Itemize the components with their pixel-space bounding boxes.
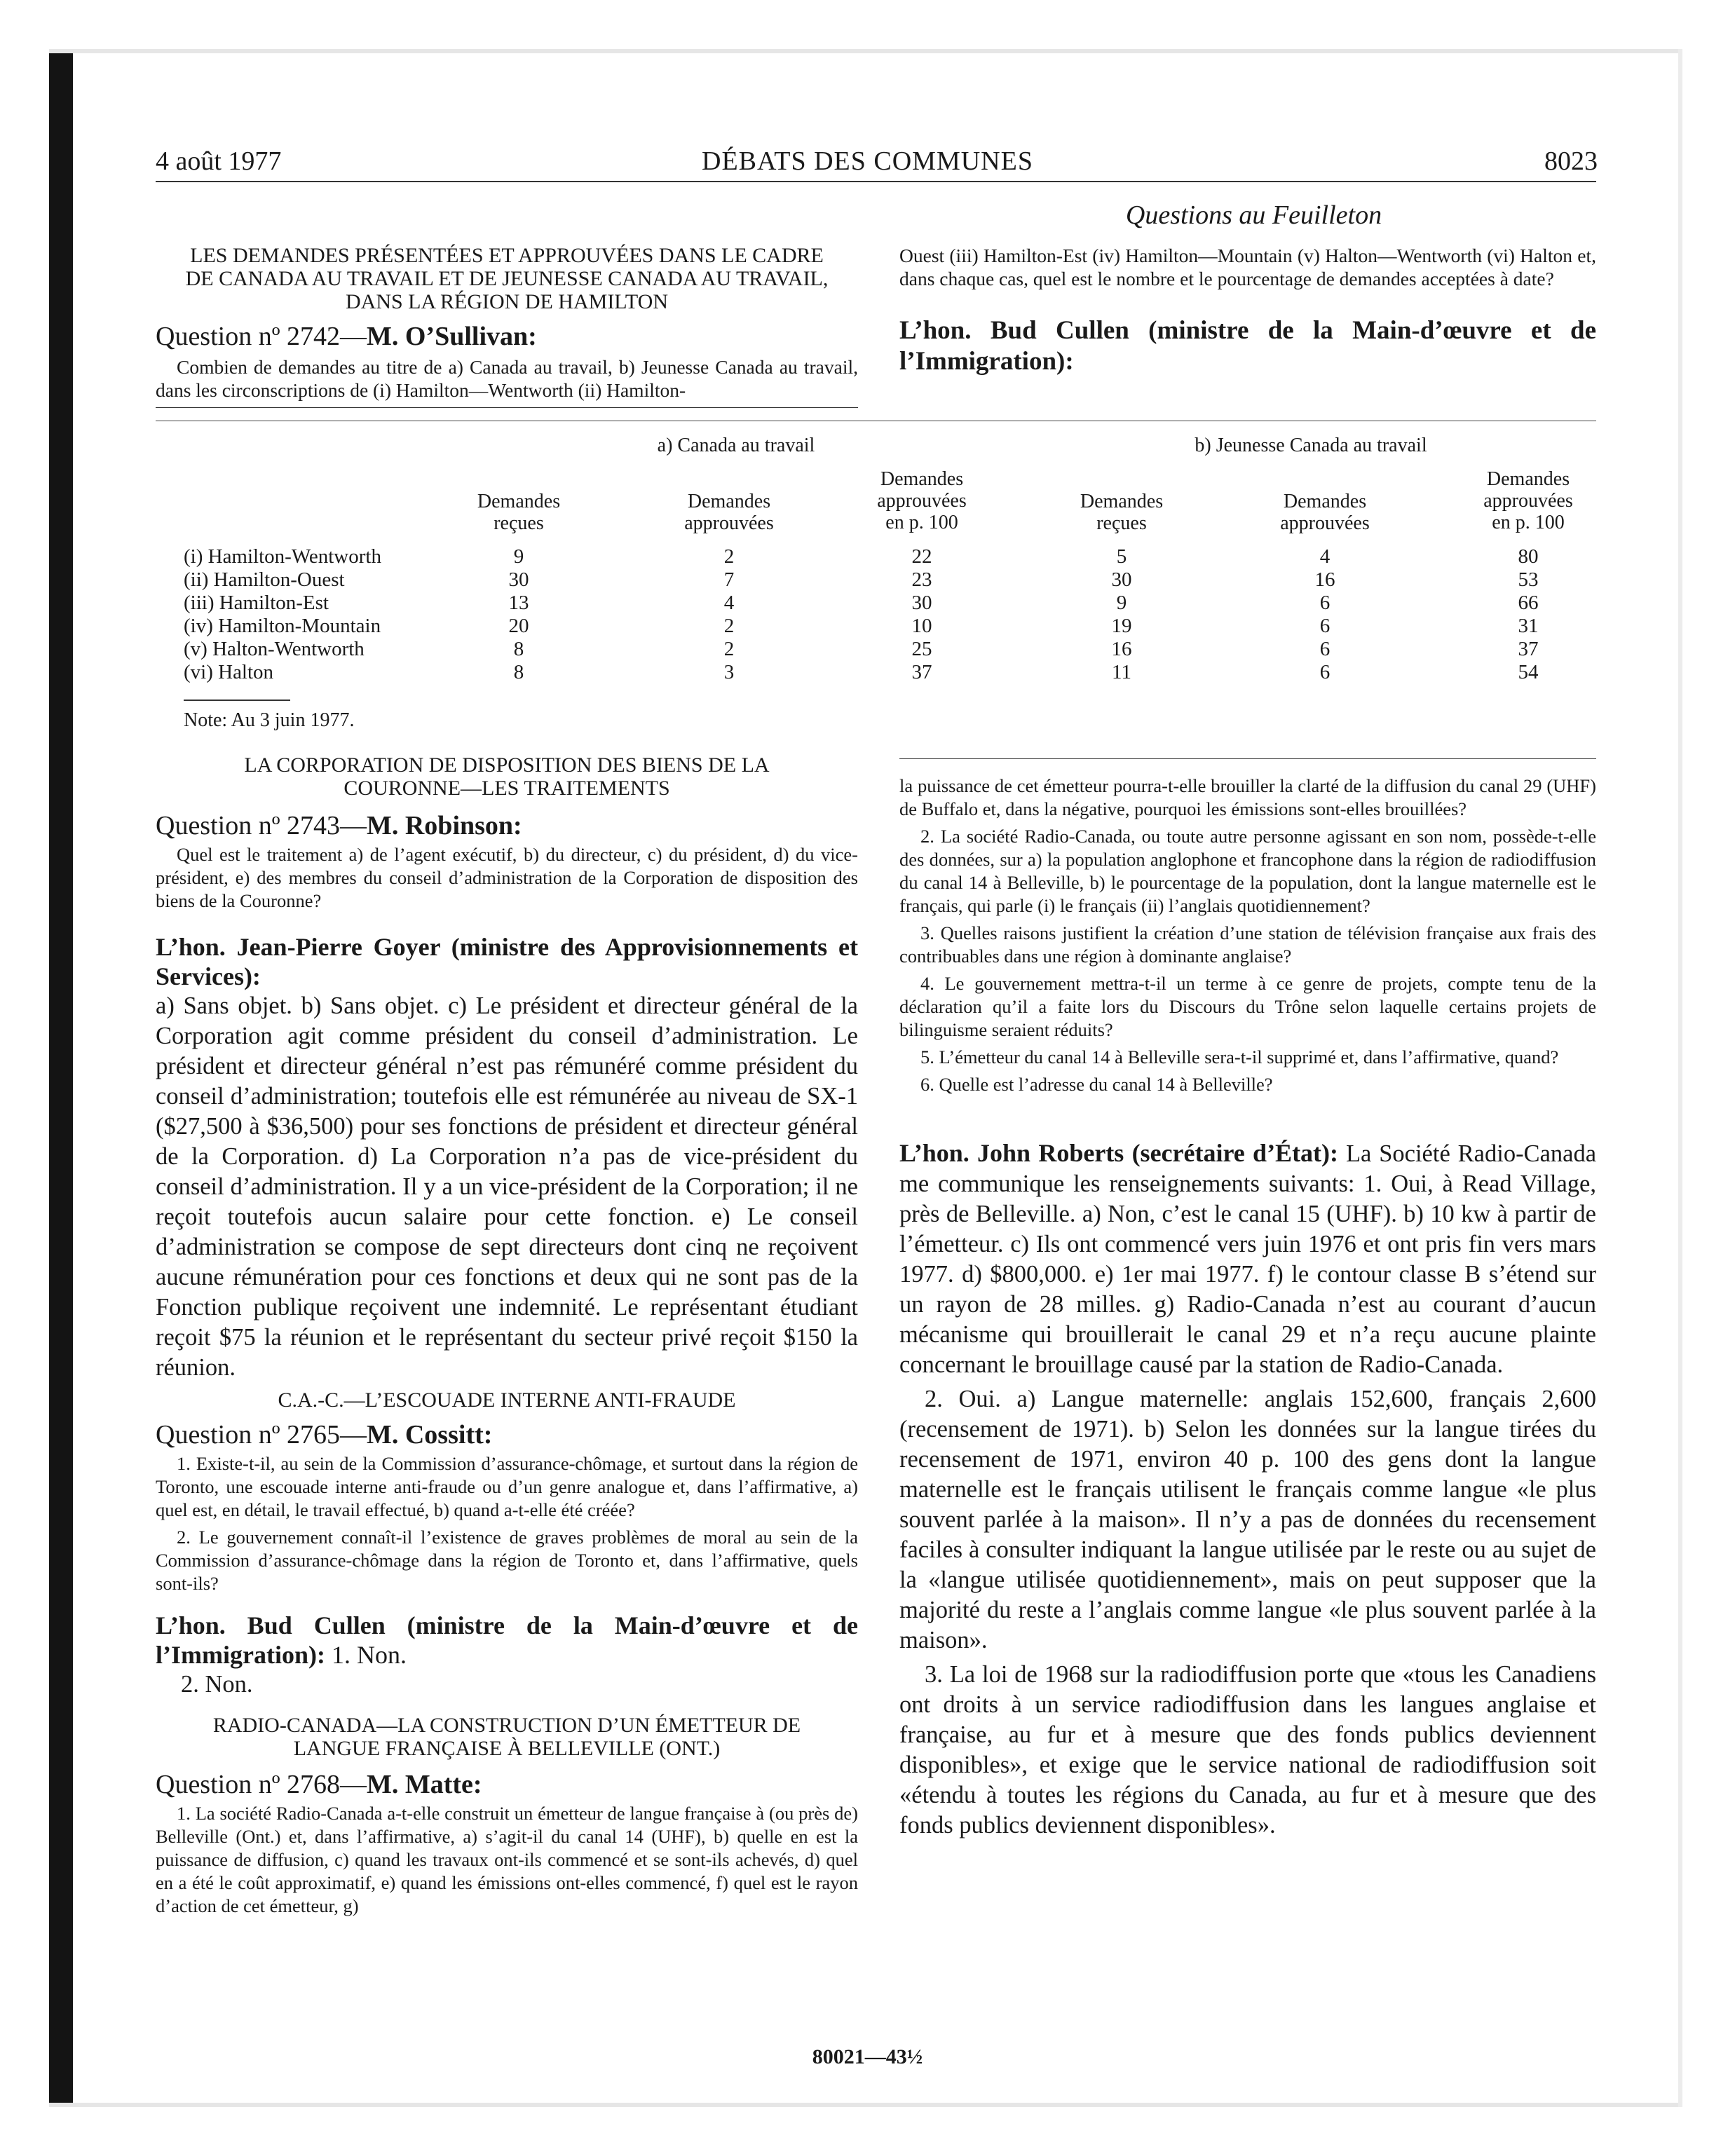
q2768-member: M. Matte: — [367, 1770, 482, 1799]
col-a-pct-l3: en p. 100 — [885, 512, 958, 533]
q2743-answer-speaker: L’hon. Jean-Pierre Goyer (ministre des Approvisionnements et Services): — [156, 933, 858, 990]
q2768-answer1: La Société Radio-Canada me communique les renseignements suivants: 1. Oui, à Read Village, près de Belleville. a) Non, c’est le canal 15 (UHF). b) 10 kw à partir de l’émetteur. c) Ils ont commencé vers juin 1976 et ont pris fin vers mars 1977. d) $800,000. e) 1er mai 1977. f) le contour classe B s’étend sur un rayon de 28 milles. g) Radio-Canada n’est au courant d’aucun mécanisme qui brouillerait le canal 29 et n’a reçu aucune plainte concernant le brouillage causé par la station de Radio-Canada. — [899, 1140, 1597, 1378]
q2765-caption: C.A.-C.—L’ESCOUADE INTERNE ANTI-FRAUDE — [278, 1389, 736, 1412]
left-column — [156, 753, 858, 1918]
q2765-answer2: 2. Non. — [181, 1671, 253, 1698]
q2742-prefix: Question nº 2742— — [156, 322, 367, 351]
table-group-b: b) Jeunesse Canada au travail — [1195, 435, 1427, 456]
q2768-text2: 2. La société Radio-Canada, ou toute autre personne agissant en son nom, possède-t-elle des données, sur a) la population anglophone et francophone dans la région de radiodiffusion du canal 14 à Belleville, b) le pourcentage de la population, dont la langue maternelle est le français, qui parle (i) le français (ii) l’anglais quotidiennement? — [899, 826, 1596, 916]
right-column — [899, 775, 1596, 1841]
cell-a-pct: 30 — [911, 592, 932, 614]
q2743-question — [156, 811, 858, 840]
note-rule — [184, 700, 290, 701]
header-title: DÉBATS DES COMMUNES — [702, 146, 1033, 176]
cell-b-recues: 5 — [1116, 545, 1127, 568]
col-a-approuvees — [659, 491, 799, 534]
header-rule — [156, 181, 1596, 182]
cell-a-approuvees: 7 — [723, 568, 735, 591]
q2768-answer1-para — [899, 1138, 1596, 1380]
q2768-text3: 3. Quelles raisons justifient la création d’une station de télévision française aux frais des contribuables dans une région à dominante anglaise? — [899, 922, 1596, 967]
col-b-recues — [1066, 491, 1178, 534]
col-b-pct-l2: approuvées — [1483, 490, 1573, 512]
cell-b-pct: 37 — [1518, 638, 1539, 660]
cell-a-pct: 22 — [911, 545, 932, 568]
q2768-answer-speaker: L’hon. John Roberts (secrétaire d’État): — [899, 1139, 1339, 1167]
q2768-text1-right: la puissance de cet émetteur pourra-t-elle brouiller la clarté de la diffusion du canal 29 (UHF) de Buffalo et, dans la négative, pourquoi les émissions sont-elles brouillées? — [899, 775, 1596, 819]
q2742-rule — [156, 407, 858, 408]
cell-a-pct: 25 — [911, 638, 932, 660]
cell-a-approuvees: 2 — [723, 638, 735, 660]
table-note: Note: Au 3 juin 1977. — [184, 709, 355, 731]
col-a-appr-l1: Demandes — [687, 491, 771, 512]
cell-a-pct: 23 — [911, 568, 932, 591]
q2742-left — [156, 244, 858, 408]
q2768-text4: 4. Le gouvernement mettra-t-il un terme à ce genre de projets, compte tenu de la déclaration qu’il a faite lors du Discours du Trône selon laquelle certains projets de bilinguisme seraient réduits? — [899, 973, 1596, 1040]
q2742-right — [899, 244, 1596, 377]
q2743-prefix: Question nº 2743— — [156, 811, 367, 840]
cell-b-pct: 66 — [1518, 592, 1539, 614]
cell-a-recues: 30 — [508, 568, 529, 591]
q2742-member: M. O’Sullivan: — [367, 322, 537, 351]
cell-b-approuvees: 16 — [1314, 568, 1335, 591]
cell-a-approuvees: 2 — [723, 615, 735, 637]
q2765-prefix: Question nº 2765— — [156, 1420, 367, 1449]
right-column-rule — [899, 758, 1596, 759]
q2768-answer3: 3. La loi de 1968 sur la radiodiffusion porte que «tous les Canadiens ont droits à un service radiodiffusion dans les langues anglaise et française, au fur et à mesure que des fonds publics deviennent disponibles», et exige que le service national de radiodiffusion soit «étendu à toutes les régions du Canada, au fur et à mesure que des fonds publics deviennent disponibles». — [899, 1661, 1596, 1838]
cell-a-recues: 13 — [508, 592, 529, 614]
row-label: (iii) Hamilton-Est — [184, 592, 329, 614]
col-a-recues-l2: reçues — [494, 512, 544, 534]
footer-code: 80021—43½ — [812, 2045, 923, 2068]
cell-b-pct: 80 — [1518, 545, 1539, 568]
q2765-answer-speaker — [156, 1611, 858, 1670]
q2765-speaker: L’hon. Bud Cullen (ministre de la Main-d’œuvre et de l’Immigration): — [156, 1611, 858, 1669]
cell-b-recues: 16 — [1111, 638, 1132, 660]
col-b-pct-l3: en p. 100 — [1492, 512, 1565, 533]
col-b-pct-l1: Demandes — [1486, 468, 1570, 490]
q2743-answer: a) Sans objet. b) Sans objet. c) Le président et directeur général de la Corporation agit comme président du conseil d’administration. Le président et directeur général n’est pas rémunéré comme président du conseil d’administration; toutefois elle est rémunérée au niveau de SX-1 ($27,500 à $36,500) pour ses fonctions de président et directeur général de la Corporation. d) La Corporation n’a pas de vice-président du conseil d’administration. Il y a un vice-président de la Corporation; il ne reçoit toutefois aucun salaire pour cette fonction. e) Le conseil d’administration se compose de sept directeurs dont cinq ne reçoivent aucune rémunération pour ces fonctions et deux qui ne sont pas de la Fonction publique reçoivent une indemnité. Le représentant étudiant reçoit $75 la réunion et le représentant du secteur privé reçoit $150 la réunion. — [156, 992, 858, 1381]
q2765-text2: 2. Le gouvernement connaît-il l’existence de graves problèmes de moral au sein de la Commission d’assurance-chômage dans la région de Toronto et, dans l’affirmative, quels sont-ils? — [156, 1527, 858, 1594]
cell-b-recues: 9 — [1116, 592, 1127, 614]
col-a-pct — [859, 468, 985, 533]
row-label: (ii) Hamilton-Ouest — [184, 568, 345, 591]
cell-a-recues: 8 — [513, 638, 524, 660]
q2768-prefix: Question nº 2768— — [156, 1770, 367, 1799]
col-a-appr-l2: approuvées — [684, 512, 774, 534]
cell-a-recues: 8 — [513, 661, 524, 683]
cell-b-approuvees: 6 — [1319, 592, 1331, 614]
col-b-recues-l1: Demandes — [1080, 491, 1164, 512]
cell-a-approuvees: 4 — [723, 592, 735, 614]
binding-edge — [49, 49, 73, 2107]
cell-b-approuvees: 4 — [1319, 545, 1331, 568]
q2743-caption: LA CORPORATION DE DISPOSITION DES BIENS DE LA COURONNE—LES TRAITEMENTS — [244, 753, 770, 800]
header-page-number: 8023 — [1544, 146, 1598, 176]
col-b-appr-l2: approuvées — [1280, 512, 1370, 534]
cell-b-recues: 30 — [1111, 568, 1132, 591]
cell-a-recues: 20 — [508, 615, 529, 637]
scan-border-right — [1678, 49, 1682, 2107]
row-label: (v) Halton-Wentworth — [184, 638, 365, 660]
q2765-answer1: 1. Non. — [331, 1641, 407, 1669]
q2765-text1: 1. Existe-t-il, au sein de la Commission d’assurance-chômage, et surtout dans la région de Toronto, une escouade interne anti-fraude ou d’un genre analogue et, dans l’affirmative, a) quel est, en détail, le travail effectué, b) quand a-t-elle été créée? — [156, 1453, 858, 1520]
q2742-caption: LES DEMANDES PRÉSENTÉES ET APPROUVÉES DANS LE CADRE DE CANADA AU TRAVAIL ET DE JEUNESSE CANADA AU TRAVAIL, DANS LA RÉGION DE HAMILTON — [185, 244, 829, 313]
header-date: 4 août 1977 — [156, 146, 282, 176]
q2742-answer-speaker: L’hon. Bud Cullen (ministre de la Main-d’œuvre et de l’Immigration): — [899, 316, 1596, 376]
q2743-member: M. Robinson: — [367, 811, 522, 840]
cell-b-approuvees: 6 — [1319, 638, 1331, 660]
cell-b-recues: 19 — [1111, 615, 1132, 637]
q2765-question — [156, 1420, 858, 1449]
cell-b-pct: 54 — [1518, 661, 1539, 683]
q2768-text1-left: 1. La société Radio-Canada a-t-elle construit un émetteur de langue française à (ou près de) Belleville (Ont.) et, dans l’affirmative, a) s’agit-il du canal 14 (UHF), b) quelle en est la puissance de diffusion, c) quand les travaux ont-ils commencé et se sont-ils achevés, d) quel en a été le coût approximatif, e) quand les émissions ont-elles commencé, f) quel est le rayon d’action de cet émetteur, g) — [156, 1803, 858, 1916]
col-a-pct-l2: approuvées — [877, 490, 967, 512]
table-group-a: a) Canada au travail — [657, 435, 815, 456]
col-a-recues-l1: Demandes — [477, 491, 561, 512]
cell-b-pct: 31 — [1518, 615, 1539, 637]
q2768-question — [156, 1770, 858, 1799]
col-b-pct — [1465, 468, 1591, 533]
cell-b-approuvees: 6 — [1319, 615, 1331, 637]
col-a-pct-l1: Demandes — [880, 468, 964, 490]
col-b-approuvees — [1255, 491, 1395, 534]
scan-border-bottom — [49, 2103, 1682, 2107]
q2742-text-right: Ouest (iii) Hamilton-Est (iv) Hamilton—Mountain (v) Halton—Wentworth (vi) Halton et, dans chaque cas, quel est le nombre et le pourcentage de demandes acceptées à date? — [899, 245, 1596, 289]
scan-border-top — [49, 49, 1682, 53]
cell-b-pct: 53 — [1518, 568, 1539, 591]
cell-a-pct: 10 — [911, 615, 932, 637]
cell-a-approuvees: 3 — [723, 661, 735, 683]
cell-a-approuvees: 2 — [723, 545, 735, 568]
cell-b-approuvees: 6 — [1319, 661, 1331, 683]
q2768-text6: 6. Quelle est l’adresse du canal 14 à Belleville? — [920, 1074, 1273, 1095]
cell-a-recues: 9 — [513, 545, 524, 568]
row-label: (iv) Hamilton-Mountain — [184, 615, 381, 637]
q2743-text: Quel est le traitement a) de l’agent exécutif, b) du directeur, c) du président, d) du vice-président, e) des membres du conseil d’administration de la Corporation de disposition des biens de la Couronne? — [156, 844, 858, 911]
col-b-recues-l2: reçues — [1096, 512, 1147, 534]
q2742-text-left: Combien de demandes au titre de a) Canada au travail, b) Jeunesse Canada au travail, dans les circonscriptions de (i) Hamilton—Wentworth (ii) Hamilton- — [156, 356, 858, 401]
col-b-appr-l1: Demandes — [1283, 491, 1367, 512]
section-runner: Questions au Feuilleton — [1125, 200, 1382, 230]
q2765-member: M. Cossitt: — [367, 1420, 493, 1449]
q2768-answer2: 2. Oui. a) Langue maternelle: anglais 152,600, français 2,600 (recensement de 1971). b) Selon les données sur la langue tirées du recensement de 1971, environ 40 p. 100 des gens dont la langue maternelle est le français utilisent le français comme langue «le plus souvent parlée à la maison». Il n’y a pas de données du recensement faciles à consulter indiquant la langue utilisée par le reste ou au sujet de la «langue utilisée quotidiennement», mais on peut supposer que la majorité du reste a l’anglais comme langue «le plus souvent parlée à la maison». — [899, 1386, 1596, 1653]
q2742-question — [156, 322, 858, 351]
row-label: (vi) Halton — [184, 661, 274, 683]
cell-b-recues: 11 — [1112, 661, 1131, 683]
cell-a-pct: 37 — [911, 661, 932, 683]
row-label: (i) Hamilton-Wentworth — [184, 545, 381, 568]
q2768-caption: RADIO-CANADA—LA CONSTRUCTION D’UN ÉMETTEUR DE LANGUE FRANÇAISE À BELLEVILLE (ONT.) — [212, 1714, 801, 1760]
col-a-recues — [463, 491, 575, 534]
q2768-text5: 5. L’émetteur du canal 14 à Belleville sera-t-il supprimé et, dans l’affirmative, quand? — [920, 1046, 1559, 1067]
